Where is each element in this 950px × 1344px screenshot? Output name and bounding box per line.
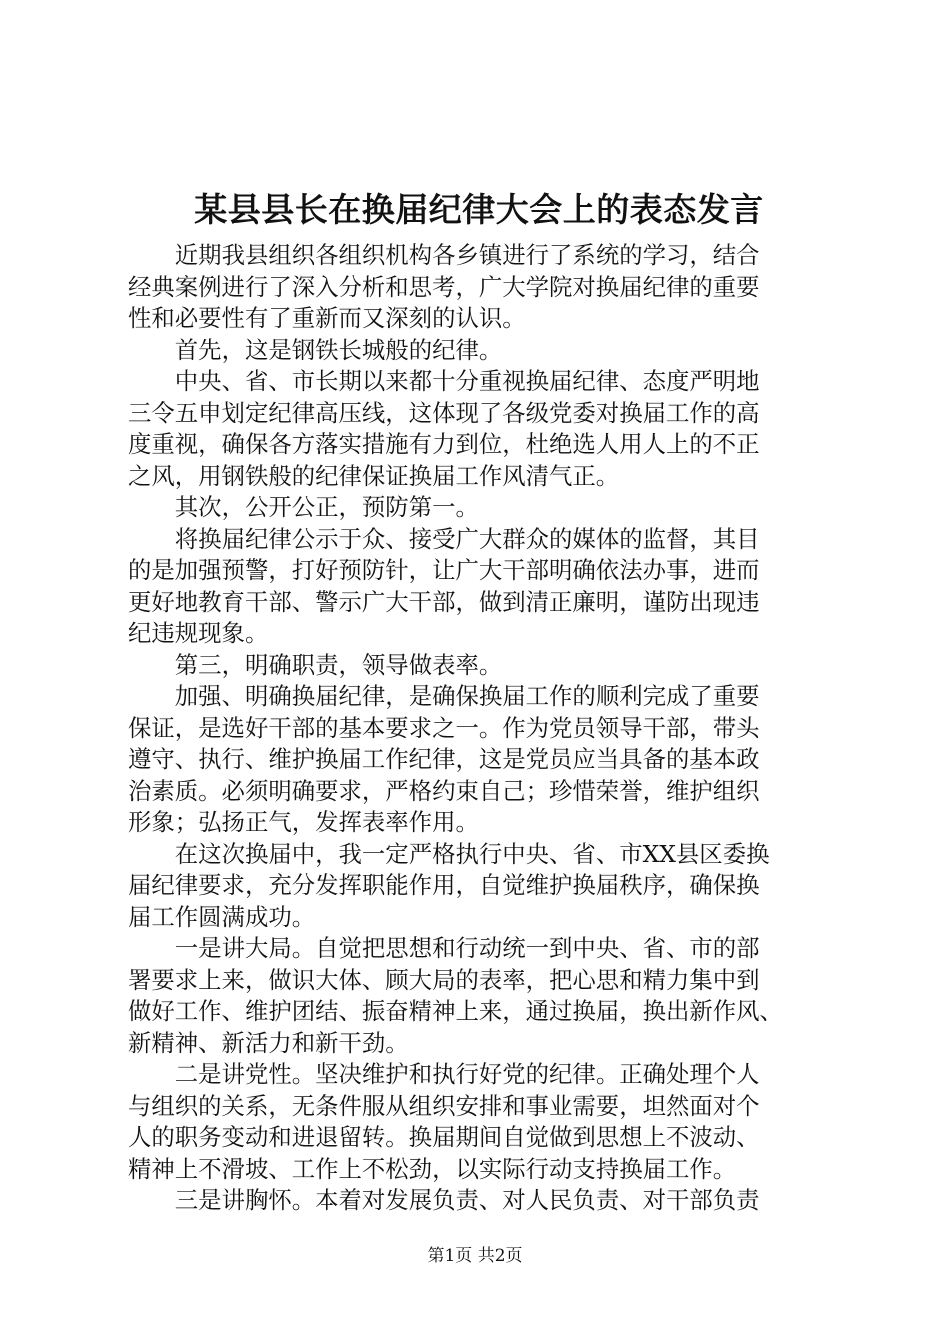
paragraph-line: 治素质。必须明确要求，严格约束自己；珍惜荣誉，维护组织 [128,776,760,805]
paragraph-line: 经典案例进行了深入分析和思考，广大学院对换届纪律的重要 [128,272,760,301]
paragraph-line: 首先，这是钢铁长城般的纪律。 [174,335,503,364]
body-paragraph [128,650,830,682]
document-body [128,240,830,1217]
paragraph-line: 加强、明确换届纪律，是确保换届工作的顺利完成了重要 [174,682,760,710]
paragraph-line: 性和必要性有了重新而又深刻的认识。 [128,304,526,332]
document-title: 某县县长在换届纪律大会上的表态发言 [194,190,764,229]
paragraph-line: 第三，明确职责，领导做表率。 [174,650,503,679]
paragraph-line: 纪违规现象。 [128,619,269,647]
paragraph-line: 遵守、执行、维护换届工作纪律，这是党员应当具备的基本政 [128,745,760,773]
paragraph-line: 署要求上来，做识大体、顾大局的表率，把心思和精力集中到 [128,965,760,994]
body-paragraph [128,681,830,839]
paragraph-line: 届工作圆满成功。 [128,902,316,931]
paragraph-line: 二是讲党性。坚决维护和执行好党的纪律。正确处理个人 [174,1060,760,1088]
paragraph-line: 更好地教育干部、警示广大干部，做到清正廉明，谨防出现违 [128,587,760,616]
body-paragraph [128,240,830,335]
paragraph-line: 一是讲大局。自觉把思想和行动统一到中央、省、市的部 [174,934,760,962]
paragraph-line: 新精神、新活力和新干劲。 [128,1028,409,1057]
paragraph-line: 之风，用钢铁般的纪律保证换届工作风清气正。 [128,461,620,490]
paragraph-line: 的是加强预警，打好预防针，让广大干部明确依法办事，进而 [128,556,760,584]
page-number-footer: 第1页 共2页 [427,1246,523,1266]
body-paragraph [128,492,830,524]
paragraph-line: 在这次换届中，我一定严格执行中央、省、市XX县区委换 [174,839,770,868]
paragraph-line: 届纪律要求，充分发挥职能作用，自觉维护换届秩序，确保换 [128,871,760,899]
body-paragraph [128,1059,830,1185]
paragraph-line: 度重视，确保各方落实措施有力到位，杜绝选人用人上的不正 [128,430,760,458]
paragraph-line: 精神上不滑坡、工作上不松劲，以实际行动支持换届工作。 [128,1154,737,1183]
document-page [128,186,830,1217]
paragraph-line: 将换届纪律公示于众、接受广大群众的媒体的监督，其目 [174,524,760,553]
paragraph-line: 三是讲胸怀。本着对发展负责、对人民负责、对干部负责 [174,1186,760,1214]
paragraph-line: 形象；弘扬正气，发挥表率作用。 [128,808,479,836]
paragraph-line: 其次，公开公正，预防第一。 [174,493,479,521]
paragraph-line: 人的职务变动和进退留转。换届期间自觉做到思想上不波动、 [128,1123,760,1151]
paragraph-line: 近期我县组织各组织机构各乡镇进行了系统的学习，结合 [174,241,760,269]
paragraph-line: 保证，是选好干部的基本要求之一。作为党员领导干部，带头 [128,713,760,742]
body-paragraph [128,933,830,1059]
paragraph-line: 中央、省、市长期以来都十分重视换届纪律、态度严明地 [174,367,760,395]
body-paragraph [128,839,830,934]
body-paragraph [128,524,830,650]
paragraph-line: 与组织的关系，无条件服从组织安排和事业需要，坦然面对个 [128,1091,760,1120]
paragraph-line: 三令五申划定纪律高压线，这体现了各级党委对换届工作的高 [128,398,760,427]
body-paragraph [128,1185,830,1217]
body-paragraph [128,335,830,367]
body-paragraph [128,366,830,492]
paragraph-line: 做好工作、维护团结、振奋精神上来，通过换届，换出新作风、 [128,997,783,1025]
